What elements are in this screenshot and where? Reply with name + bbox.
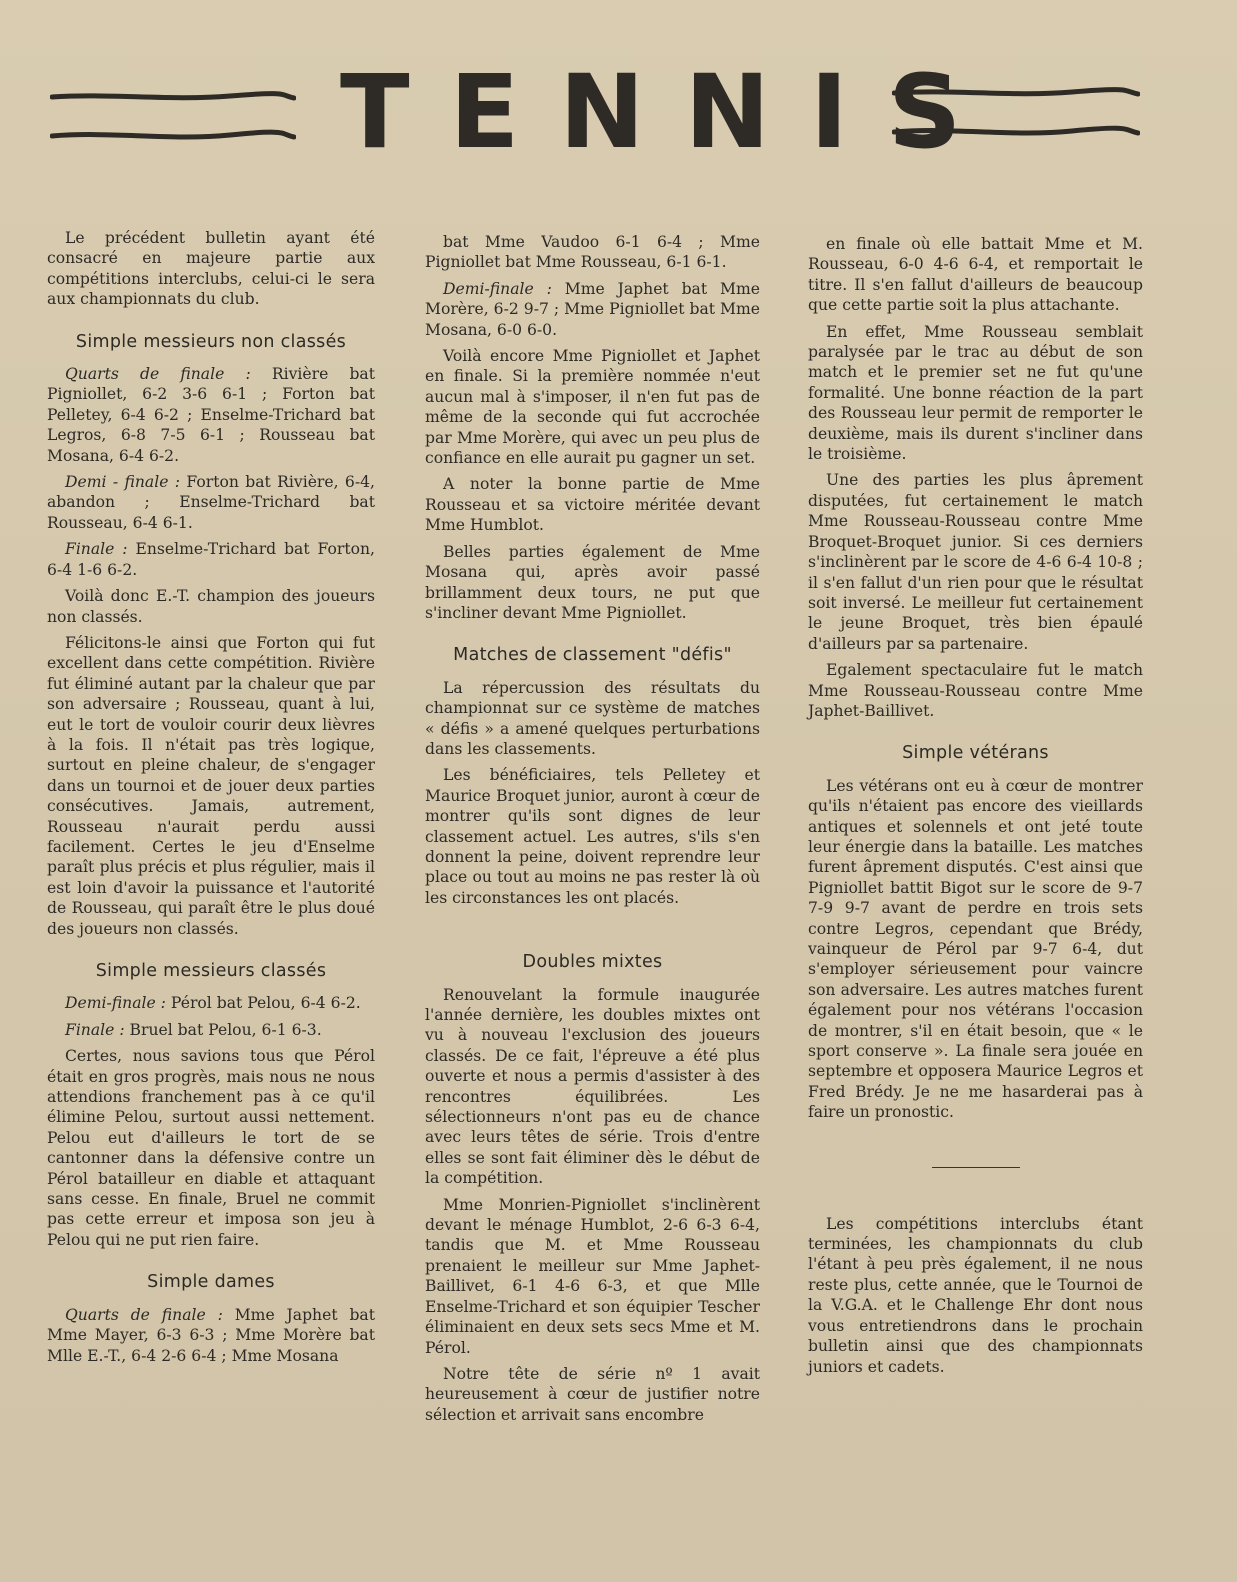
dames-paragraph-3: Belles parties également de Mme Mosana qui, après avoir passé brillamment deux tours, ne put que s'incliner devant Mme Pigniollet. (425, 542, 760, 622)
nc-finale-paragraph (47, 539, 375, 580)
nc-demi-label: Demi - finale : (65, 473, 181, 492)
column-1 (47, 228, 375, 1372)
dames-paragraph-1: Voilà encore Mme Pigniollet et Japhet en finale. Si la première nommée n'eut aucun mal à s'imposer, il n'en fut pas de même de la seconde qui fut accrochée par Mme Morère, qui avec un peu plus de confiance en elle aurait pu gagner un set. (425, 347, 760, 468)
mixtes-continued: en finale où elle battait Mme et M. Rousseau, 6-0 4-6 6-4, et remportait le titre. Il s'en fallut d'ailleurs de beaucoup que cette partie soit la plus attachante. (808, 235, 1143, 315)
c-demi-paragraph (47, 993, 375, 1013)
nc-finale-text: Enselme-Trichard bat Forton, 6-4 1-6 6-2. (47, 540, 375, 579)
dames-paragraph-2: A noter la bonne partie de Mme Rousseau et sa victoire méritée devant Mme Humblot. (425, 475, 760, 535)
mixtes-paragraph-1: Renouvelant la formule inaugurée l'année dernière, les doubles mixtes ont vu à nouveau l'exclusion des joueurs classés. De ce fait, l'épreuve a été plus ouverte et nous a permis d'assister à des rencontres équilibrées. Les sélectionneurs n'ont pas eu de chance avec leurs têtes de série. Trois d'entre elles se sont fait éliminer dès le début de la compétition. (425, 985, 760, 1188)
dames-demi-text: Mme Japhet bat Mme Morère, 6-2 9-7 ; Mme Pigniollet bat Mme Mosana, 6-0 6-0. (425, 279, 760, 339)
nc-finale-label: Finale : (65, 540, 128, 559)
column-3 (808, 234, 1143, 1383)
heading-simple-messieurs-classes: Simple messieurs classés (95, 961, 327, 981)
nc-quarts-text: Rivière bat Pigniollet, 6-2 3-6 6-1 ; Forton bat Pelletey, 6-4 6-2 ; Enselme-Trichard bat Legros, 6-8 7-5 6-1 ; Rousseau bat Mosana, 6-4 6-2. (47, 365, 375, 465)
mixtes-paragraph-6: Egalement spectaculaire fut le match Mme Rousseau-Rousseau contre Mme Japhet-Baillivet. (808, 661, 1143, 720)
mixtes-paragraph-2: Mme Monrien-Pigniollet s'inclinèrent devant le ménage Humblot, 2-6 6-3 6-4, tandis que M. et Mme Rousseau prenaient le meilleur sur Mme Japhet-Baillivet, 6-1 4-6 6-3, et que Mlle Enselme-Trichard et son équipier Tescher éliminaient en deux sets secs Mme et M. Pérol. (425, 1195, 760, 1357)
c-finale-label: Finale : (65, 1020, 125, 1039)
veterans-paragraph-1: Les vétérans ont eu à cœur de montrer qu'ils n'étaient pas encore des vieillards antiques et solennels et ont jeté toute leur énergie dans la bataille. Les matches furent âprement disputés. C'est ainsi que Pigniollet battit Bigot sur le score de 9-7 7-9 9-7 avant de perdre en trois sets contre Legros, cependant que Brédy, vainqueur de Pérol par 9-7 6-4, dut s'employer sérieusement pour vaincre son adversaire. Les autres matches furent également pour nos vétérans l'occasion de montrer, s'il en était besoin, que « le sport conserve ». La finale sera jouée en septembre et opposera Maurice Legros et Fred Brédy. Je ne me hasarderai pas à faire un pronostic. (808, 776, 1143, 1122)
defis-paragraph-1: La répercussion des résultats du championnat sur ce système de matches « défis » a amené quelques perturbations dans les classements. (425, 678, 760, 758)
nc-quarts-paragraph (47, 364, 375, 466)
c-finale-paragraph (47, 1020, 375, 1040)
d-quarts-label: Quarts de finale : (65, 1305, 223, 1324)
c-finale-text: Bruel bat Pelou, 6-1 6-3. (129, 1020, 322, 1039)
dames-demi-paragraph (425, 279, 760, 340)
c-paragraph-1: Certes, nous savions tous que Pérol était en gros progrès, mais nous ne nous attendions franchement pas à ce qu'il élimine Pelou, surtout aussi nettement. Pelou eut d'ailleurs le tort de se cantonner dans la défensive contre un Pérol batailleur en diable et attaquant sans cesse. En finale, Bruel ne commit pas cette erreur et imposa son jeu à Pelou qui ne put rien faire. (47, 1047, 375, 1249)
d-quarts-paragraph (47, 1305, 375, 1366)
defis-paragraph-2: Les bénéficiaires, tels Pelletey et Maurice Broquet junior, auront à cœur de montrer qu'ils sont dignes de leur classement actuel. Les autres, s'ils s'en donnent la peine, doivent reprendre leur place ou tout au moins ne pas rester là où les circonstances les ont placés. (425, 766, 760, 907)
mixtes-paragraph-4: En effet, Mme Rousseau semblait paralysée par le trac au début de son match et le premier set ne fut qu'une formalité. Une bonne réaction de la part des Rousseau leur permit de remporter le deuxième, mais ils durent s'incliner dans le troisième. (808, 322, 1143, 464)
nc-paragraph-1: Voilà donc E.-T. champion des joueurs non classés. (47, 587, 375, 626)
dames-continued: bat Mme Vaudoo 6-1 6-4 ; Mme Pigniollet bat Mme Rousseau, 6-1 6-1. (425, 233, 760, 272)
heading-simple-messieurs-non-classes: Simple messieurs non classés (75, 331, 347, 352)
nc-demi-paragraph (47, 472, 375, 533)
mixtes-paragraph-5: Une des parties les plus âprement disputées, fut certainement le match Mme Rousseau-Rousseau contre Mme Broquet-Broquet junior. Si ces derniers s'inclinèrent par le score de 4-6 6-4 10-8 ; il s'en fallut d'un rien pour que le résultat soit inversé. Le meilleur fut certainement le jeune Broquet, très bien épaulé d'ailleurs par sa partenaire. (808, 471, 1143, 653)
page-title: TENNIS (340, 53, 1002, 172)
section-divider (932, 1167, 1020, 1168)
c-demi-label: Demi-finale : (65, 994, 166, 1013)
closing-paragraph: Les compétitions interclubs étant terminées, les championnats du club l'étant à peu près également, il ne nous reste plus, cette année, que le Tournoi de la V.G.A. et le Challenge Ehr dont nous vous entretiendrons dans le prochain bulletin ainsi que des championnats juniors et cadets. (808, 1214, 1143, 1376)
column-2 (425, 232, 760, 1431)
intro-paragraph: Le précédent bulletin ayant été consacré en majeure partie aux compétitions interclubs, celui-ci le sera aux championnats du club. (47, 229, 375, 309)
c-demi-text: Pérol bat Pelou, 6-4 6-2. (170, 994, 361, 1013)
nc-paragraph-2: Félicitons-le ainsi que Forton qui fut excellent dans cette compétition. Rivière fut éliminé autant par la chaleur que par son adversaire ; Rousseau, quant à lui, eut le tort de vouloir courir deux lièvres à la fois. Il n'était pas très logique, surtout en pleine chaleur, de s'engager dans un tournoi et de jouer deux parties consécutives. Jamais, autrement, Rousseau n'aurait perdu aussi facilement. Certes le jeu d'Enselme paraît plus précis et plus régulier, mais il est loin d'avoir la puissance et l'autorité de Rousseau, qui paraît être le plus doué des joueurs non classés. (47, 633, 375, 938)
heading-doubles-mixtes: Doubles mixtes (522, 952, 663, 973)
heading-simple-dames: Simple dames (147, 1272, 275, 1293)
heading-simple-veterans: Simple vétérans (902, 743, 1049, 764)
right-wave-rules (892, 84, 1140, 144)
nc-demi-text: Forton bat Rivière, 6-4, abandon ; Enselme-Trichard bat Rousseau, 6-4 6-1. (47, 473, 375, 532)
mixtes-paragraph-3: Notre tête de série nº 1 avait heureusement à cœur de justifier notre sélection et arrivait sans encombre (425, 1364, 760, 1424)
heading-matches-defis: Matches de classement "défis" (453, 645, 732, 666)
d-quarts-text: Mme Japhet bat Mme Mayer, 6-3 6-3 ; Mme Morère bat Mlle E.-T., 6-4 2-6 6-4 ; Mme Mosana (47, 1305, 375, 1365)
nc-quarts-label: Quarts de finale : (65, 365, 251, 384)
left-wave-rules (50, 88, 296, 148)
dames-demi-label: Demi-finale : (443, 279, 552, 298)
